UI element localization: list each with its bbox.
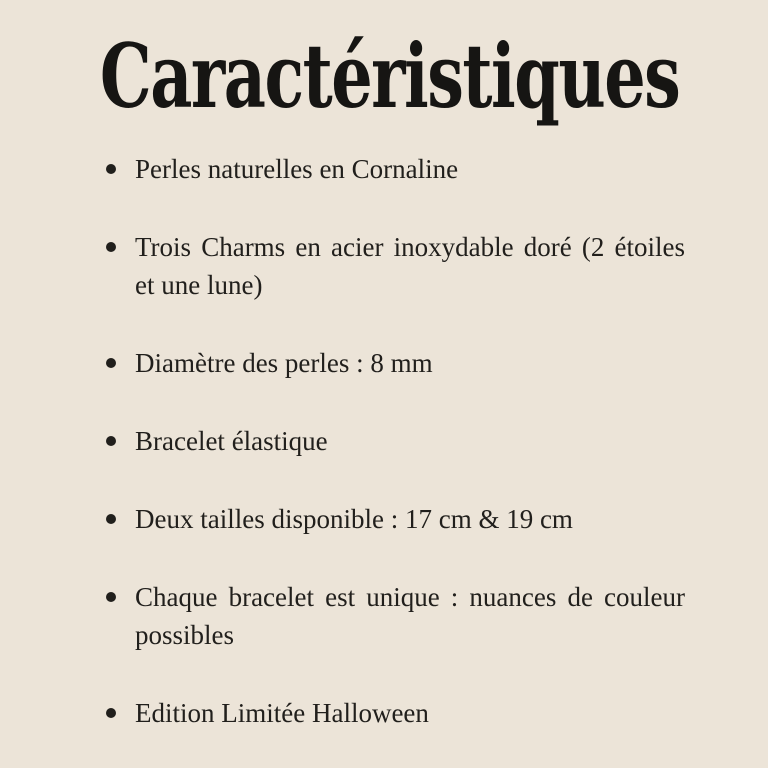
list-item	[105, 694, 685, 732]
list-item	[105, 150, 685, 188]
list-item-text: Deux tailles disponible : 17 cm & 19 cm	[135, 504, 573, 534]
feature-list	[0, 150, 768, 732]
list-item-text: Perles naturelles en Cornaline	[135, 154, 459, 184]
bullet-icon	[106, 708, 116, 718]
bullet-icon	[106, 514, 116, 524]
list-item-text: Diamètre des perles : 8 mm	[135, 348, 433, 378]
bullet-icon	[106, 436, 116, 446]
list-item	[105, 422, 685, 460]
list-item-text: Chaque bracelet est unique : nuances de couleur possibles	[135, 582, 685, 650]
bullet-icon	[106, 242, 116, 252]
list-item	[105, 500, 685, 538]
bullet-icon	[106, 592, 116, 602]
list-item-text: Bracelet élastique	[135, 426, 328, 456]
list-item-text: Edition Limitée Halloween	[135, 698, 429, 728]
bullet-icon	[106, 358, 116, 368]
list-item	[105, 228, 685, 304]
list-item	[105, 578, 685, 654]
list-item	[105, 344, 685, 382]
page-title: Caractéristiques	[99, 24, 680, 128]
list-item-text: Trois Charms en acier inoxydable doré (2 étoiles et une lune)	[135, 232, 685, 300]
bullet-icon	[106, 164, 116, 174]
